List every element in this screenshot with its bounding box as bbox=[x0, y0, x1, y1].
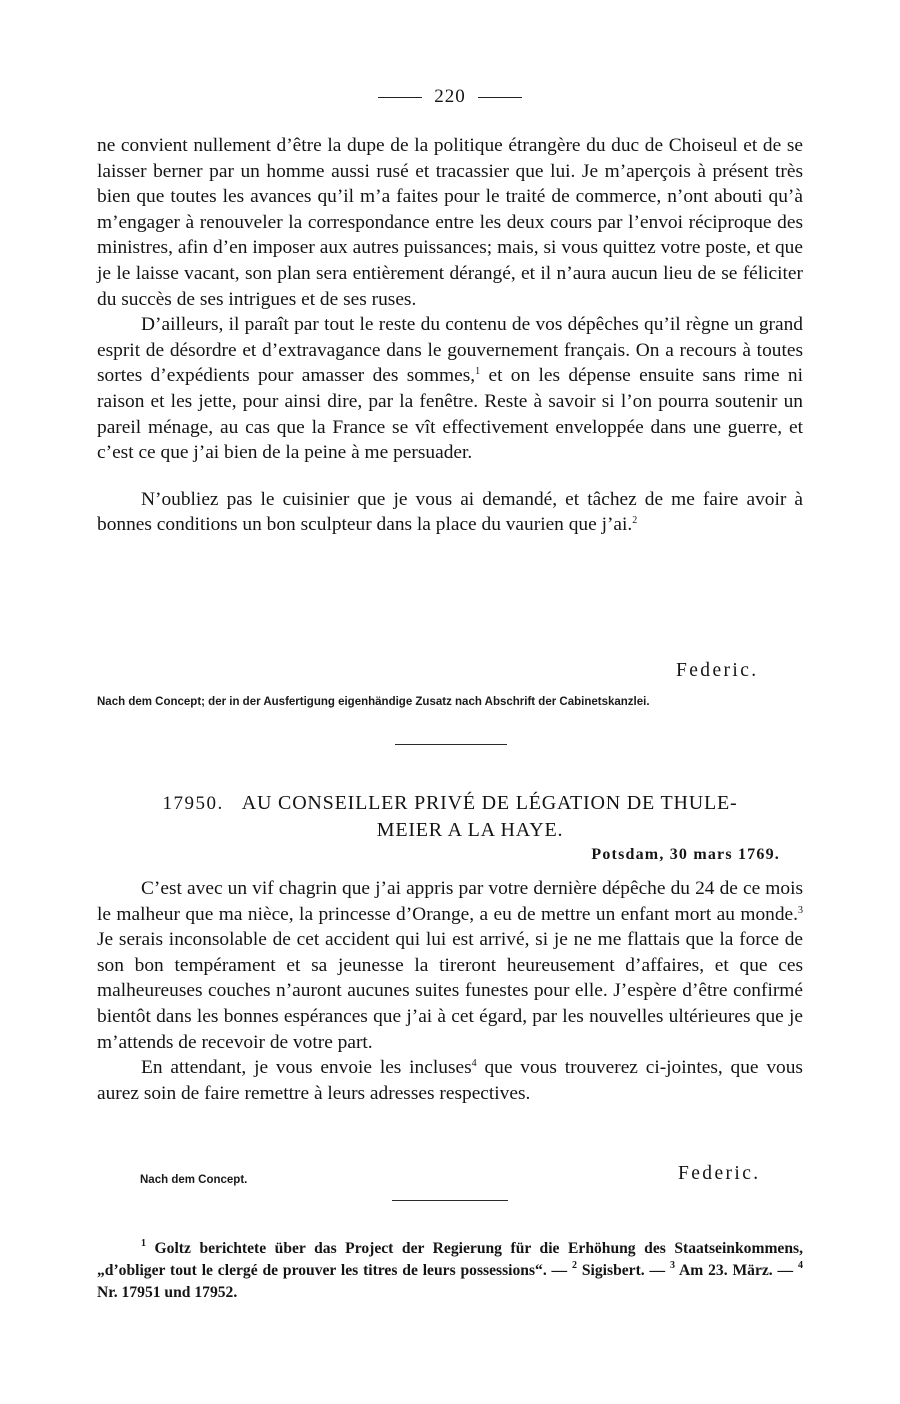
letter2-heading bbox=[97, 790, 803, 844]
letter2-paragraph-1-text-b: Je serais inconsolable de cet accident qui lui est arrivé, si je ne me flattais que la force de son bon tempérament et sa jeunesse la tireront heureusement d’affaires, et que ces malheureuses couches n’auront aucunes suites funestes pour elle. J’espère d’être confirmé bientôt dans les bonnes espérances que j’ai à cet égard, par les nouvelles ultérieures que je m’attends de recevoir de votre part. bbox=[97, 929, 803, 1053]
letter2-place-date: Potsdam, 30 mars 1769. bbox=[591, 846, 780, 863]
header-dash-left bbox=[378, 97, 422, 98]
letter2-recipient-line1: AU CONSEILLER PRIVÉ DE LÉGATION DE THULE- bbox=[241, 792, 738, 814]
letter1-signature: Federic. bbox=[676, 660, 759, 681]
letter2-recipient-line2: MEIER A LA HAYE. bbox=[376, 819, 564, 841]
footnote-3-mark: 3 bbox=[670, 1260, 675, 1271]
letter1-paragraph-2 bbox=[97, 312, 803, 466]
letter-number: 17950. bbox=[162, 793, 224, 814]
footnote-mark-1: 1 bbox=[475, 366, 481, 378]
footnote-3-text: Am 23. März. — bbox=[679, 1262, 794, 1279]
section-divider bbox=[395, 744, 507, 745]
letter2-paragraph-2-text-a: En attendant, je vous envoie les incluses bbox=[141, 1057, 472, 1079]
footnote-2-text: Sigisbert. — bbox=[581, 1262, 666, 1279]
letter2-paragraph-2-text-b: que vous trouverez ci-jointes, que vous aurez soin de faire remettre à leurs adresses respectives. bbox=[97, 1057, 803, 1104]
footnote-mark-4: 4 bbox=[471, 1058, 477, 1070]
letter2-paragraph-1-text-a: C’est avec un vif chagrin que j’ai appris par votre dernière dépêche du 24 de ce mois le malheur que ma nièce, la princesse d’Orange, a eu de mettre un enfant mort au monde. bbox=[97, 878, 803, 925]
footnote-1-mark: 1 bbox=[141, 1238, 146, 1249]
letter1-paragraph-1: ne convient nullement d’être la dupe de la politique étrangère du duc de Choiseul et de se laisser berner par un homme aussi rusé et tracassier que lui. Je m’aperçois à présent très bien que toutes les avances qu’il m’a faites pour le traité de commerce, n’ont abouti qu’à m’engager à renouveler la correspondance entre les deux cours par l’envoi réciproque des ministres, afin d’en imposer aux autres puissances; mais, si vous quittez votre poste, et que je le laisse vacant, son plan sera entièrement dérangé, et il n’aura aucun lieu de se féliciter du succès de ses intrigues et de ses ruses. bbox=[97, 135, 803, 310]
footnote-4-mark: 4 bbox=[798, 1260, 803, 1271]
letter1-source-note: Nach dem Concept; der in der Ausfertigung eigenhändige Zusatz nach Abschrift der Cabinetskanzlei. bbox=[97, 696, 650, 708]
footnotes bbox=[97, 1238, 803, 1304]
letter1-paragraph-2-text-b: et on les dépense ensuite sans rime ni raison et les jette, pour ainsi dire, par la fenêtre. Reste à savoir si l’on pourra soutenir un pareil ménage, au cas que la France se vît effectivement enveloppée dans une guerre, et c’est ce que j’ai bien de la peine à me persuader. bbox=[97, 365, 803, 464]
footnote-2-mark: 2 bbox=[572, 1260, 578, 1271]
letter2-body bbox=[97, 876, 803, 1106]
letter2-heading-line1 bbox=[97, 790, 803, 817]
letter2-source-note: Nach dem Concept. bbox=[140, 1174, 248, 1186]
footnote-mark-3: 3 bbox=[798, 904, 803, 916]
footnote-divider bbox=[392, 1200, 508, 1201]
letter2-signature: Federic. bbox=[678, 1163, 761, 1184]
letter1-paragraph-2-text-a: D’ailleurs, il paraît par tout le reste du contenu de vos dépêches qu’il règne un grand esprit de désordre et d’extravagance dans le gouvernement français. On a recours à toutes sortes d’expédients pour amasser des sommes, bbox=[97, 314, 803, 387]
footnote-4-text: Nr. 17951 und 17952. bbox=[97, 1284, 238, 1301]
page-number: 220 bbox=[434, 86, 466, 107]
letter1-paragraph-3-text: N’oubliez pas le cuisinier que je vous ai demandé, et tâchez de me faire avoir à bonnes conditions un bon sculpteur dans la place du vaurien que j’ai. bbox=[97, 488, 803, 536]
page-header bbox=[0, 86, 900, 108]
letter2-paragraph-2 bbox=[97, 1055, 803, 1106]
footnote-1-text: Goltz berichtete über das Project der Regierung für die Erhöhung des Staatseinkommens, „d’obliger tout le clergé de prouver les titres de leurs possessions“. — bbox=[97, 1240, 803, 1279]
header-dash-right bbox=[478, 97, 522, 98]
letter1-paragraph-3 bbox=[97, 487, 803, 538]
letter1-body bbox=[97, 133, 803, 538]
footnote-mark-2: 2 bbox=[632, 515, 638, 527]
letter2-paragraph-1 bbox=[97, 876, 803, 1055]
